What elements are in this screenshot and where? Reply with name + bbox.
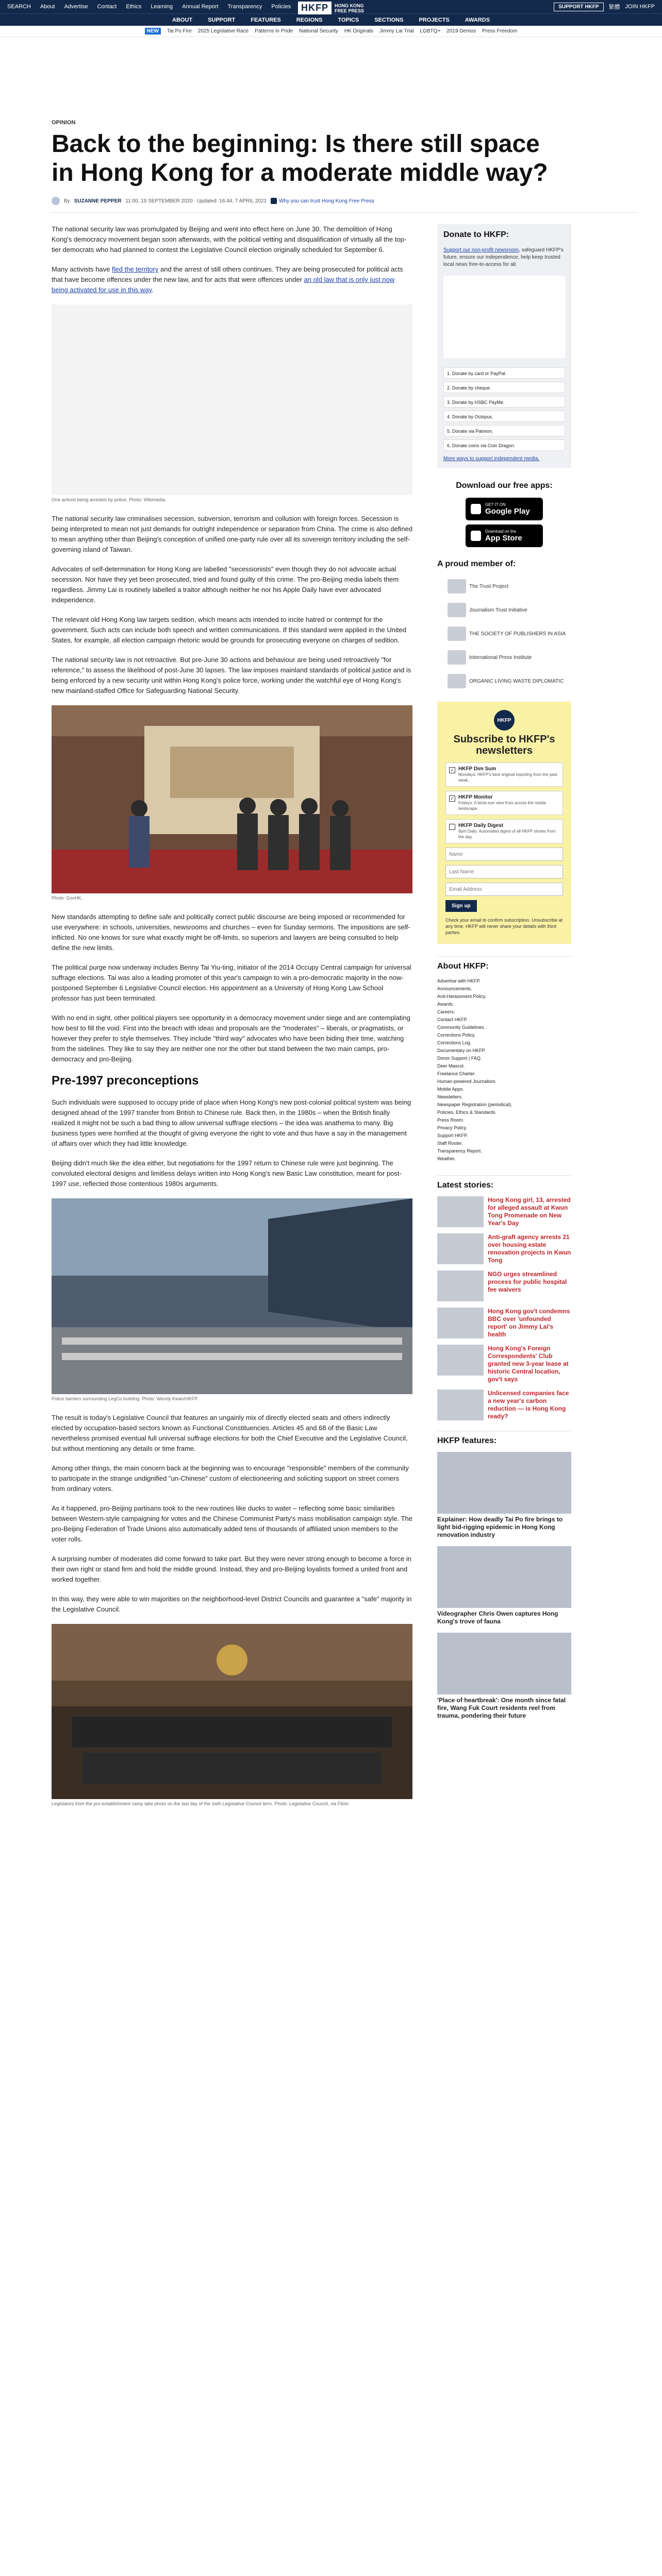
top-bar [0,0,662,13]
section-heading: Pre-1997 preconceptions [52,1074,199,1088]
paragraph: Beijing didn't much like the idea either, but negotiations for the 1997 return to Chinese rule were just beginning. The convoluted electoral designs and limitless delays written into Hong Kong's new Basic Law constitution, meant for post-1997 use, reflected those contentious 1980s arguments. [52,1159,402,1188]
feature-title: Explainer: How deadly Tai Po fire brings to light bid-rigging epidemic in Hong Kong renovation industry [437,1516,563,1538]
feature-title: 'Place of heartbreak': One month since fatal fire, Wang Fuk Court residents reel from trauma, pondering their future [437,1697,566,1719]
sopa-icon [448,626,466,641]
story-thumbnail [437,1196,484,1227]
about-item[interactable]: Careers. [437,1009,455,1014]
nav-features[interactable]: FEATURES [251,16,281,23]
feature-item[interactable] [437,1452,571,1539]
donate-option[interactable]: 2. Donate by cheque. [443,382,565,393]
language-link[interactable]: 繁體 [608,4,620,10]
about-item[interactable]: Corrections Log. [437,1040,472,1045]
story-item[interactable] [437,1345,571,1383]
google-play-button[interactable] [466,498,543,520]
partner-logo[interactable] [448,623,571,644]
site-logo[interactable] [298,2,364,14]
advertise-link[interactable]: Advertise [64,4,88,10]
feature-image [437,1546,571,1608]
google-play-small: GET IT ON [485,502,506,507]
about-item[interactable]: Policies, Ethics & Standards. [437,1110,497,1115]
author-avatar [52,197,60,205]
donate-text [443,247,565,268]
article-title: Back to the beginning: Is there still space in Hong Kong for a moderate middle way? [52,130,548,187]
about-link[interactable]: About [40,4,55,10]
about-item[interactable]: Contact HKFP. [437,1017,468,1022]
old-law-link[interactable]: an old law that is only just now being activated for use in this way [52,276,395,294]
author-name[interactable]: SUZANNE PEPPER [74,198,122,204]
about-section [437,956,571,1163]
feature-image [437,1633,571,1694]
article-image-ceremony [52,705,412,893]
paragraph: The national security law criminalises secession, subversion, terrorism and collusion with foreign forces. Secession is being interpreted to mean not just demands for outright independence or separation from China. The crime is also defined to mean anything other than Beijing's conception of unified one-party rule over all its sovereign territory including the self-governing island of Taiwan. [52,515,413,553]
email-input[interactable] [445,883,563,896]
donate-option[interactable]: 3. Donate by HSBC PayMe. [443,396,565,408]
partner-name: ORGANIC LIVING WASTE DIPLOMATIC [469,678,564,684]
paragraph: The relevant old Hong Kong law targets sedition, which means acts intended to incite hatred or contempt for the government. Such acts can include both speech and written communications. If this standard were applied in the United States, for example, all election campaign rhetoric would be grounds for prosecuting everyone on charges of sedition. [52,616,406,644]
ceremony-illustration [52,705,412,893]
nav-projects[interactable]: PROJECTS [419,16,450,23]
about-item[interactable]: Weather. [437,1156,456,1161]
paragraph-text: and the arrest of still others continues. They are being prosecuted for political acts that have become offences under the new law, and for acts that were offences under [52,265,403,283]
byline-prefix: By [64,198,70,204]
feature-item[interactable] [437,1633,571,1720]
paragraph: The national security law is not retroactive. But pre-June 30 actions and behaviour are being used retroactively "for reference," to assess the likelihood of post-June 30 lapses. The law imposes mainland standards of political justice and is being enforced by a new security unit within Hong Kong's police force, working under the watchful eye of Hong Kong's new mainland-staffed Office for Safeguarding National Security. [52,656,411,694]
trending-item[interactable]: Tai Po Fire [167,28,192,34]
about-item[interactable]: Newspaper Registration (periodical). [437,1102,512,1107]
learning-link[interactable]: Learning [151,4,173,10]
story-title: Hong Kong gov't condemns BBC over 'unfounded report' on Jimmy Lai's health [488,1308,570,1338]
top-right [554,3,655,11]
paragraph: The national security law was promulgated by Beijing and went into effect here on June 30. The demolition of Hong Kong's democracy movement began soon afterwards, with the political vetting and disqualification of virtually all the top-tier democrats who had planned to contest the Legislative Council election originally scheduled for September 6. [52,225,407,253]
story-thumbnail [437,1270,484,1301]
about-item[interactable]: Mobile Apps. [437,1087,464,1092]
transparency-link[interactable]: Transparency [227,4,262,10]
name-input[interactable] [445,848,563,861]
ethics-link[interactable]: Ethics [126,4,142,10]
donate-title: Donate to HKFP: [443,230,509,239]
article-image-arrest [52,304,412,495]
search-link[interactable]: SEARCH [7,4,31,10]
proud-title: A proud member of: [437,560,516,568]
paragraph: With no end in sight, other political players see opportunity in a democracy movement under siege and are contemplating how best to fill the void. First into the breach with ideas and proposals are the "moderates" – liberals, or pragmatists, or however they prefer to style themselves. They include "third way" advocates who have been biding their time, watching from the sidelines. They like to say they are neither one nor the other but stand between the two main camps, pro-democracy and pro-Beijing. [52,1014,410,1063]
newsletter-option-desc: Mondays: HKFP's best original reporting from the past week. [458,772,557,783]
paragraph [52,264,412,295]
app-store-button[interactable] [466,524,543,547]
donate-option[interactable]: 5. Donate via Patreon. [443,425,565,436]
newsletter-option-title: HKFP Daily Digest [458,823,504,828]
page-container [26,120,636,2576]
nav-topics[interactable]: TOPICS [338,16,359,23]
trending-item[interactable]: Press Freedom [482,28,518,34]
fled-territory-link[interactable]: fled the territory [112,265,159,273]
top-links [7,4,291,10]
about-item[interactable]: Privacy Policy. [437,1125,467,1130]
trending-item[interactable]: 2019 Demos [446,28,476,34]
google-play-icon [471,504,481,514]
section-label[interactable]: OPINION [52,120,76,126]
story-title: NGO urges streamlined process for public hospital fee waivers [488,1270,567,1293]
trust-note[interactable] [271,198,374,204]
newsletter-box [437,702,571,944]
donate-options [443,367,565,451]
trending-item[interactable]: Jimmy Lai Trial [379,28,414,34]
newsletter-option-desc: 9pm Daily: Automated digest of all HKFP stories from the day. [458,829,556,839]
paragraph: Advocates of self-determination for Hong Kong are labelled "secessionists" even though they do not advocate actual secession. Nor have they yet been prosecuted, tried and found guilty of this crime. The pro-Beijing media labels them regardless. Jimmy Lai is routinely labelled a traitor although neither he nor his Apple Daily have ever advocated independence. [52,565,399,604]
paragraph: A surprising number of moderates did come forward to take part. But they were never strong enough to become a force in their own right or stand firm and hold the middle ground. Instead, they and pro-Beijing loyalists formed a united front and worked together. [52,1555,412,1583]
about-item[interactable]: Press Room. [437,1117,465,1123]
signup-button[interactable]: Sign up [445,900,477,912]
feature-title: Videographer Chris Owen captures Hong Kong's trove of fauna [437,1610,558,1625]
newsletter-option[interactable] [445,791,563,815]
last-name-input[interactable] [445,865,563,878]
story-thumbnail [437,1389,484,1420]
paragraph: The result is today's Legislative Council that features an ungainly mix of directly elected seats and others indirectly elected by occupation-based sectors known as Functional Constituencies. Articles 45 and 68 of the Basic Law nevertheless promised eventual full universal suffrage elections for both the Chief Executive and the Legislative Council, but without mentioning any details or time frame. [52,1414,408,1452]
legislators-illustration [52,1624,412,1799]
story-title: Hong Kong's Foreign Correspondents' Club granted new 3-year lease at historic Central location, gov't says [488,1345,569,1383]
nav-awards[interactable]: AWARDS [465,16,490,23]
partner-name: The Trust Project [469,583,509,589]
about-title: About HKFP: [437,956,571,971]
partner-name: International Press Institute [469,654,532,660]
about-item[interactable]: Transparency Report. [437,1148,482,1154]
about-item[interactable]: Corrections Policy. [437,1032,476,1038]
about-item[interactable]: Freelance Charter. [437,1071,476,1076]
google-play-big: Google Play [485,507,530,516]
partner-logo[interactable] [448,600,571,620]
newsletter-checkbox[interactable]: ✓ [449,795,455,802]
paragraph: As it happened, pro-Beijing partisans took to the new routines like ducks to water – reflecting some basic similarities between Western-style campaigning for votes and the Chinese Communist Party's mass mobilisation campaign style. The pro-Beijing Federation of Trade Unions also automatically added tens of thousands of affiliated union members to the voter rolls. [52,1504,412,1543]
trending-item[interactable]: LGBTQ+ [420,28,441,34]
partner-name: Journalism Trust Initiative [469,607,527,613]
paragraph-text: . [152,286,154,294]
more-ways-link[interactable]: More ways to support independent media. [443,456,540,462]
apps-section [437,481,571,547]
apple-icon [471,531,481,541]
story-item[interactable] [437,1270,571,1301]
trending-item[interactable]: National Security [299,28,338,34]
story-thumbnail [437,1345,484,1376]
feature-item[interactable] [437,1546,571,1625]
newsletter-checkbox[interactable] [449,824,455,830]
app-store-big: App Store [485,534,522,543]
donate-option[interactable]: 6. Donate coins via Coin Dragon. [443,439,565,451]
trust-badge-icon [271,198,277,204]
policies-link[interactable]: Policies [271,4,291,10]
article-body [52,224,412,1818]
story-title: Hong Kong girl, 13, arrested for alleged assault at Kwun Tong Promenade on New Year's Day [488,1196,571,1227]
image-caption: Police barriers surrounding LegCo building. Photo: Wendy Kwan/HKFP. [52,1396,198,1401]
owd-icon [448,674,466,688]
newsletter-logo: HKFP [494,710,515,731]
about-item[interactable]: Community Guidelines. [437,1025,486,1030]
publish-date: 11:00, 19 SEPTEMBER 2020 [125,198,193,204]
partner-logo[interactable] [448,647,571,668]
logo-line-1: HONG KONG [334,3,364,8]
paragraph: Among other things, the main concern back at the beginning was to encourage "responsible" members of the community to participate in the strange undignified "un-Chinese" custom of electioneering and soliciting support on street corners from ordinary voters. [52,1464,409,1493]
app-store-small: Download on the [485,529,517,534]
about-item[interactable]: Anti-Harassment Policy. [437,994,487,999]
nav-sections[interactable]: SECTIONS [374,16,404,23]
about-item[interactable]: Staff Roster. [437,1141,463,1146]
about-item[interactable]: Awards. [437,1002,454,1007]
trending-bar [0,26,662,37]
donate-link[interactable]: Support our non-profit newsroom [443,247,519,253]
partner-logo[interactable] [448,576,571,597]
paragraph: The political purge now underway includes Benny Tai Yiu-ting, initiator of the 2014 Occupy Central campaign for universal suffrage elections. Tai was also a leading promoter of this year's campaign to win a pro-democratic majority in the now-postponed September 6 Legislative Council election. His appointment as a University of Hong Kong Law School professor has just been terminated. [52,963,411,1002]
join-link[interactable]: JOIN HKFP [625,4,655,10]
donate-body: , safeguard HKFP's future, ensure our independence, help keep trusted local news free-to-access for all. [443,247,564,267]
content-area [52,224,636,2576]
logo-wordmark [335,3,364,13]
donate-option[interactable]: 1. Donate by card or PayPal. [443,367,565,379]
nav-about[interactable]: ABOUT [172,16,193,23]
story-item[interactable] [437,1389,571,1420]
newsletter-title: Subscribe to HKFP's newsletters [453,734,555,756]
ipi-icon [448,650,466,665]
newsletter-option[interactable] [445,819,563,843]
partner-logo[interactable] [448,671,571,691]
latest-stories [437,1175,571,1420]
features-title: HKFP features: [437,1431,571,1446]
about-item[interactable]: Newsletters. [437,1094,463,1099]
title-divider [52,212,636,213]
newsletter-option-title: HKFP Monitor [458,794,493,800]
newsletter-option-title: HKFP Dim Sum [458,766,496,772]
main-nav [0,13,662,26]
about-item[interactable]: Donor Support | FAQ. [437,1056,482,1061]
nav-regions[interactable]: REGIONS [296,16,323,23]
article-image-legislators [52,1624,412,1799]
newsletter-note: Check your email to confirm subscription. Unsubscribe at any time. HKFP will never share your details with third parties. [445,918,563,935]
image-caption: Legislators from the pro-establishment camp take photo on the last day of the sixth Legislative Council term. Photo: Legislative Council, via Flickr. [52,1801,350,1806]
donate-box [437,224,571,468]
story-item[interactable] [437,1233,571,1264]
new-badge: NEW [145,28,161,35]
features-section [437,1431,571,1720]
paragraph: In this way, they were able to win majorities on the neighborhood-level District Councils and guarantee a "safe" majority in the Legislative Council. [52,1595,412,1613]
feature-image [437,1452,571,1514]
jti-icon [448,603,466,617]
latest-title: Latest stories: [437,1175,571,1190]
newsletter-checkbox[interactable]: ✓ [449,767,455,773]
about-item[interactable]: Human-powered Journalism. [437,1079,497,1084]
contact-link[interactable]: Contact [97,4,117,10]
partner-name: THE SOCIETY OF PUBLISHERS IN ASIA [469,631,566,637]
about-item[interactable]: Announcements. [437,986,472,991]
trending-item[interactable]: Patterns in Pride [255,28,293,34]
article-image-legco [52,1198,412,1394]
story-item[interactable] [437,1308,571,1338]
image-caption: One activist being arrested by police. Photo: Wikimedia. [52,497,167,502]
about-item[interactable]: Documentary on HKFP. [437,1048,486,1053]
membership-section [437,560,571,691]
story-thumbnail [437,1233,484,1264]
about-list [437,977,571,1163]
byline [52,197,636,205]
newsletter-option-desc: Fridays: A birds-eye view from across the media landscape. [458,801,546,811]
sidebar [437,224,571,1727]
paragraph: Such individuals were supposed to occupy pride of place when Hong Kong's new post-colonial political system was being designed ahead of the 1997 transfer from British to Chinese rule. Back then, in the 1980s – when the British finally realized it might not be such a bad thing to allow universal suffrage elections – the idea was anathema to many. Big business types were horrified at the thought of giving everyone the right to vote and thus have a say in the management of affairs over which they had little knowledge. [52,1098,411,1147]
trust-note-text: Why you can trust Hong Kong Free Press [279,198,374,204]
image-caption: Photo: GovHK. [52,895,83,901]
trust-project-icon [448,579,466,594]
logo-mark: HKFP [298,2,332,14]
donate-option[interactable]: 4. Donate by Octopus. [443,411,565,422]
trending-item[interactable]: 2025 Legislative Race [197,28,249,34]
story-title: Unlicensed companies face a new year's carbon reduction — is Hong Kong ready? [488,1389,569,1420]
story-item[interactable] [437,1196,571,1227]
trending-item[interactable]: HK Originals [344,28,373,34]
apps-title: Download our free apps: [456,481,553,490]
logo-line-2: FREE PRESS [334,8,365,13]
paragraph-text: Many activists have [52,265,112,273]
updated-date: Updated: 16:44, 7 APRIL 2021 [196,198,267,204]
newsletter-option[interactable] [445,762,563,787]
donate-widget [443,276,565,358]
paragraph: New standards attempting to define safe and politically correct public discourse are being imposed or recommended for use everywhere: in schools, universities, newsrooms and churches – even for Sunday sermons. The impositions are self-inflicted. No one knows for sure what exactly might be off-limits, so superiors and lawyers are being consulted to help define the new limits. [52,913,410,952]
nav-support[interactable]: SUPPORT [208,16,236,23]
story-thumbnail [437,1308,484,1338]
support-hkfp-button[interactable]: SUPPORT HKFP [554,3,603,11]
about-item[interactable]: Advertise with HKFP. [437,978,481,984]
annual-report-link[interactable]: Annual Report [182,4,219,10]
story-title: Anti-graft agency arrests 21 over housing estate renovation projects in Kwun Tong [488,1233,571,1264]
about-item[interactable]: Deer Mascot. [437,1063,465,1069]
about-item[interactable]: Support HKFP. [437,1133,468,1138]
legco-illustration [52,1198,412,1394]
